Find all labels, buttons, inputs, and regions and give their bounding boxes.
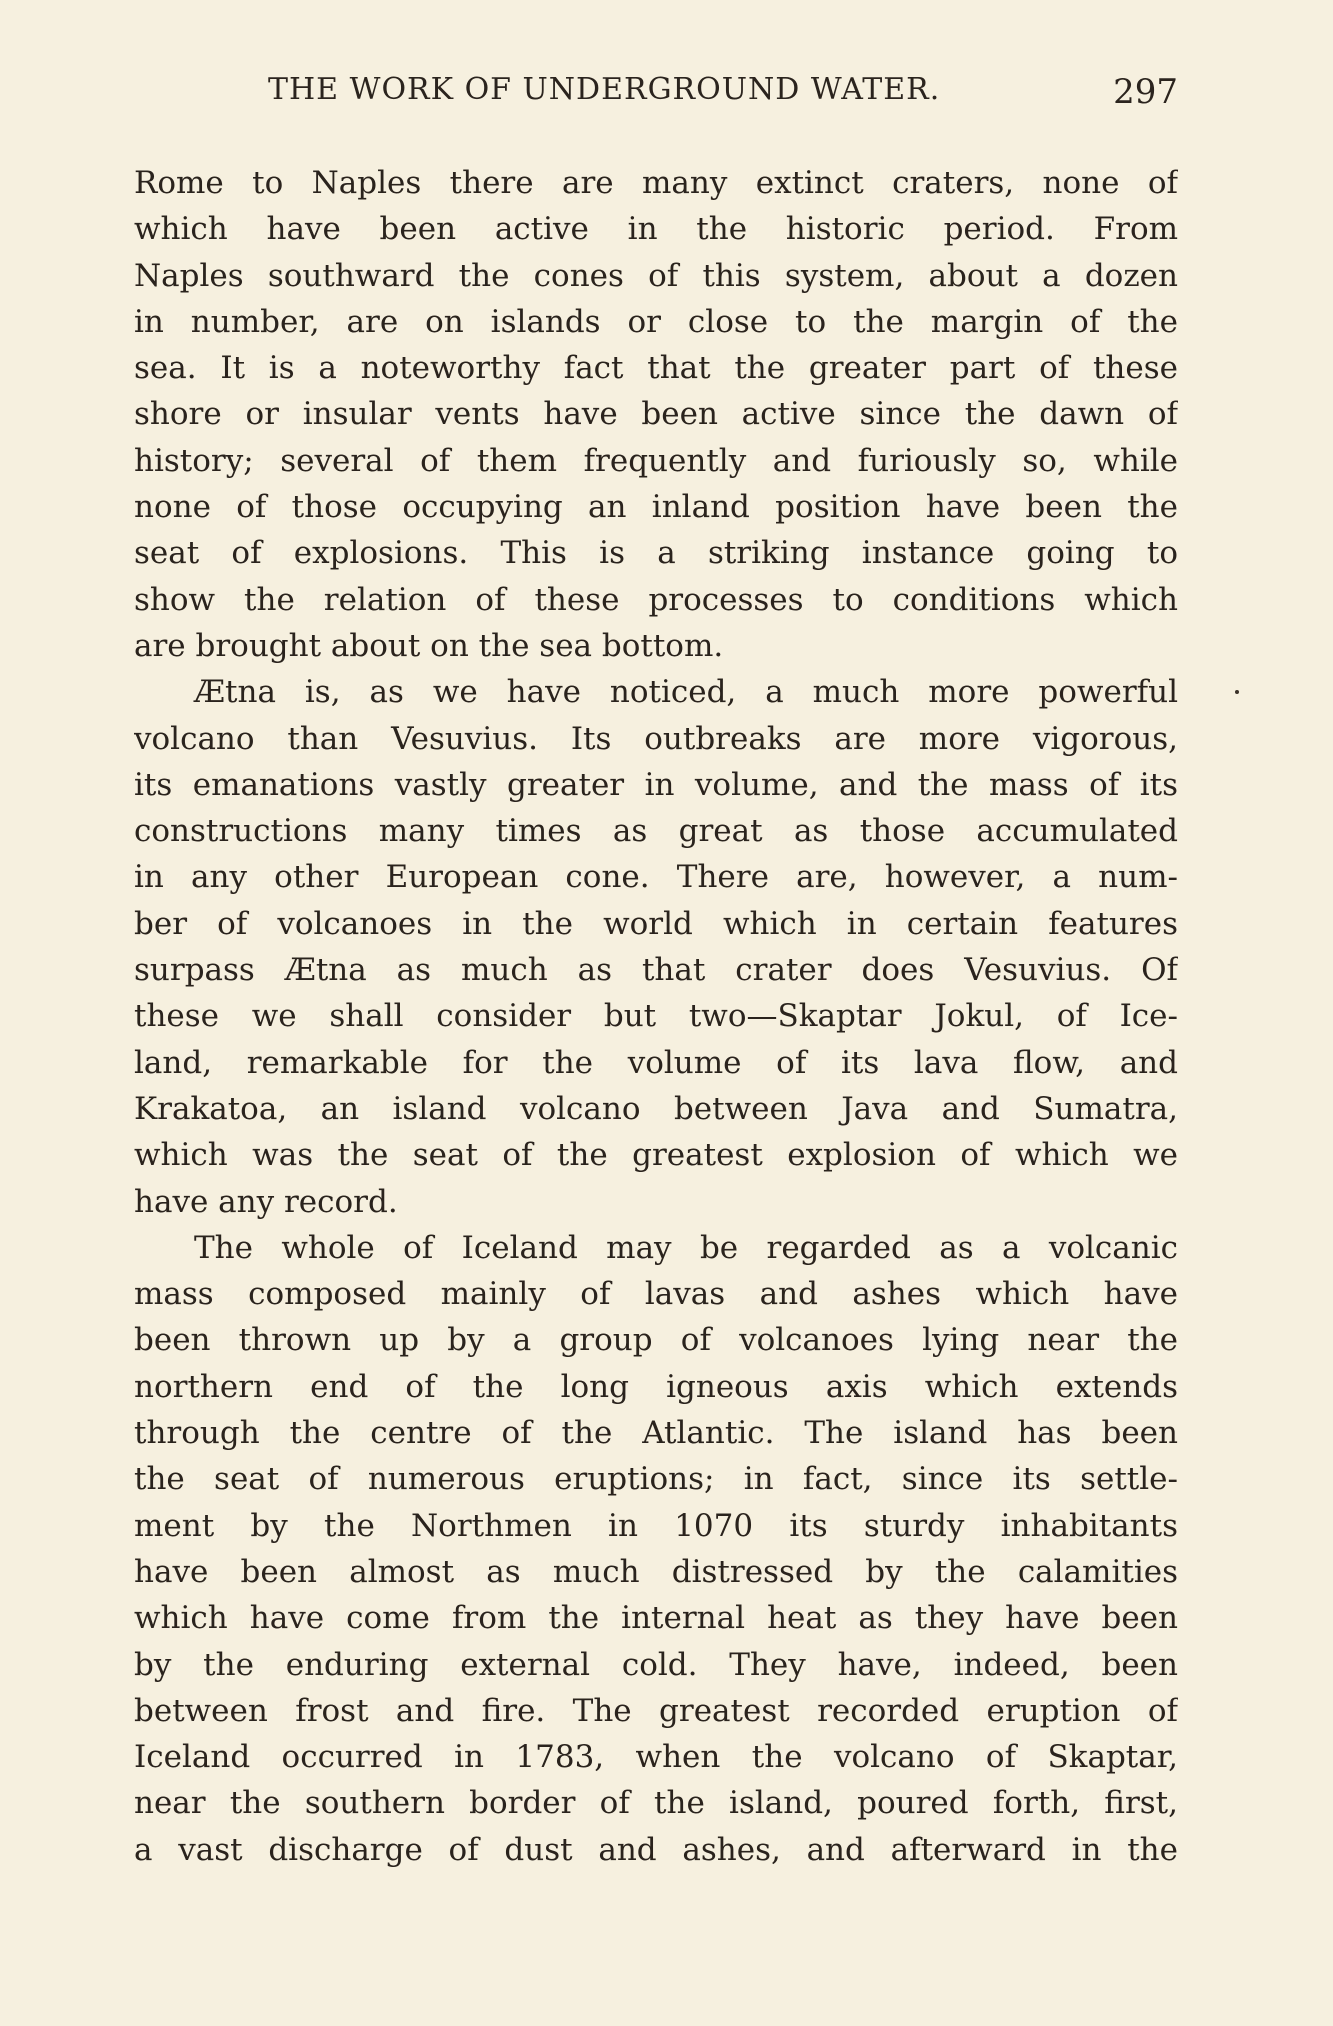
text-line: in number, are on islands or close to the margin of the <box>134 303 1178 340</box>
text-line: Naples southward the cones of this system, about a dozen <box>134 257 1178 294</box>
text-line: near the southern border of the island, poured forth, first, <box>134 1785 1178 1822</box>
running-head <box>134 72 1178 124</box>
text-line: seat of explosions. This is a striking instance going to <box>134 535 1178 572</box>
text-line: surpass Ætna as much as that crater does Vesuvius. Of <box>134 952 1178 989</box>
text-line: which have come from the internal heat as they have been <box>134 1600 1178 1637</box>
text-line: which was the seat of the greatest explosion of which we <box>134 1137 1178 1174</box>
text-line: Krakatoa, an island volcano between Java and Sumatra, <box>134 1090 1178 1127</box>
text-line: mass composed mainly of lavas and ashes which have <box>134 1276 1178 1313</box>
margin-speck <box>1235 690 1239 694</box>
text-line: through the centre of the Atlantic. The island has been <box>134 1415 1178 1452</box>
text-line: have any record. <box>134 1183 398 1220</box>
text-line: its emanations vastly greater in volume, and the mass of its <box>134 766 1178 803</box>
paragraph-start-line: Ætna is, as we have noticed, a much more powerful <box>194 674 1178 711</box>
text-line: in any other European cone. There are, however, a num- <box>134 859 1178 896</box>
text-line: Rome to Naples there are many extinct craters, none of <box>134 165 1178 201</box>
text-line: the seat of numerous eruptions; in fact, since its settle- <box>134 1461 1178 1498</box>
page-number: 297 <box>1113 72 1178 112</box>
text-line: have been almost as much distressed by the calamities <box>134 1553 1178 1590</box>
text-line: volcano than Vesuvius. Its outbreaks are more vigorous, <box>134 720 1178 757</box>
text-line: Iceland occurred in 1783, when the volcano of Skaptar, <box>134 1739 1178 1776</box>
text-line: shore or insular vents have been active since the dawn of <box>134 396 1178 433</box>
text-line: which have been active in the historic period. From <box>134 211 1178 248</box>
body-text <box>134 160 1178 1873</box>
text-line: ment by the Northmen in 1070 its sturdy inhabitants <box>134 1507 1178 1544</box>
text-line: history; several of them frequently and furiously so, while <box>134 442 1178 479</box>
text-line: land, remarkable for the volume of its lava flow, and <box>134 1044 1178 1081</box>
text-line: are brought about on the sea bottom. <box>134 627 724 664</box>
paragraph-start-line: The whole of Iceland may be regarded as a volcanic <box>194 1229 1178 1266</box>
text-line: a vast discharge of dust and ashes, and afterward in the <box>134 1831 1178 1868</box>
text-line: ber of volcanoes in the world which in certain features <box>134 905 1178 942</box>
text-line: between frost and fire. The greatest recorded eruption of <box>134 1692 1178 1729</box>
text-line: none of those occupying an inland position have been the <box>134 489 1178 526</box>
text-line: sea. It is a noteworthy fact that the greater part of these <box>134 350 1178 387</box>
text-line: constructions many times as great as those accumulated <box>134 813 1178 850</box>
text-line: been thrown up by a group of volcanoes lying near the <box>134 1322 1178 1359</box>
text-line: show the relation of these processes to conditions which <box>134 581 1178 618</box>
text-line: northern end of the long igneous axis which extends <box>134 1368 1178 1405</box>
text-line: by the enduring external cold. They have, indeed, been <box>134 1646 1178 1683</box>
text-line: these we shall consider but two—Skaptar Jokul, of Ice- <box>134 998 1178 1035</box>
running-title: THE WORK OF UNDERGROUND WATER. <box>268 72 941 107</box>
